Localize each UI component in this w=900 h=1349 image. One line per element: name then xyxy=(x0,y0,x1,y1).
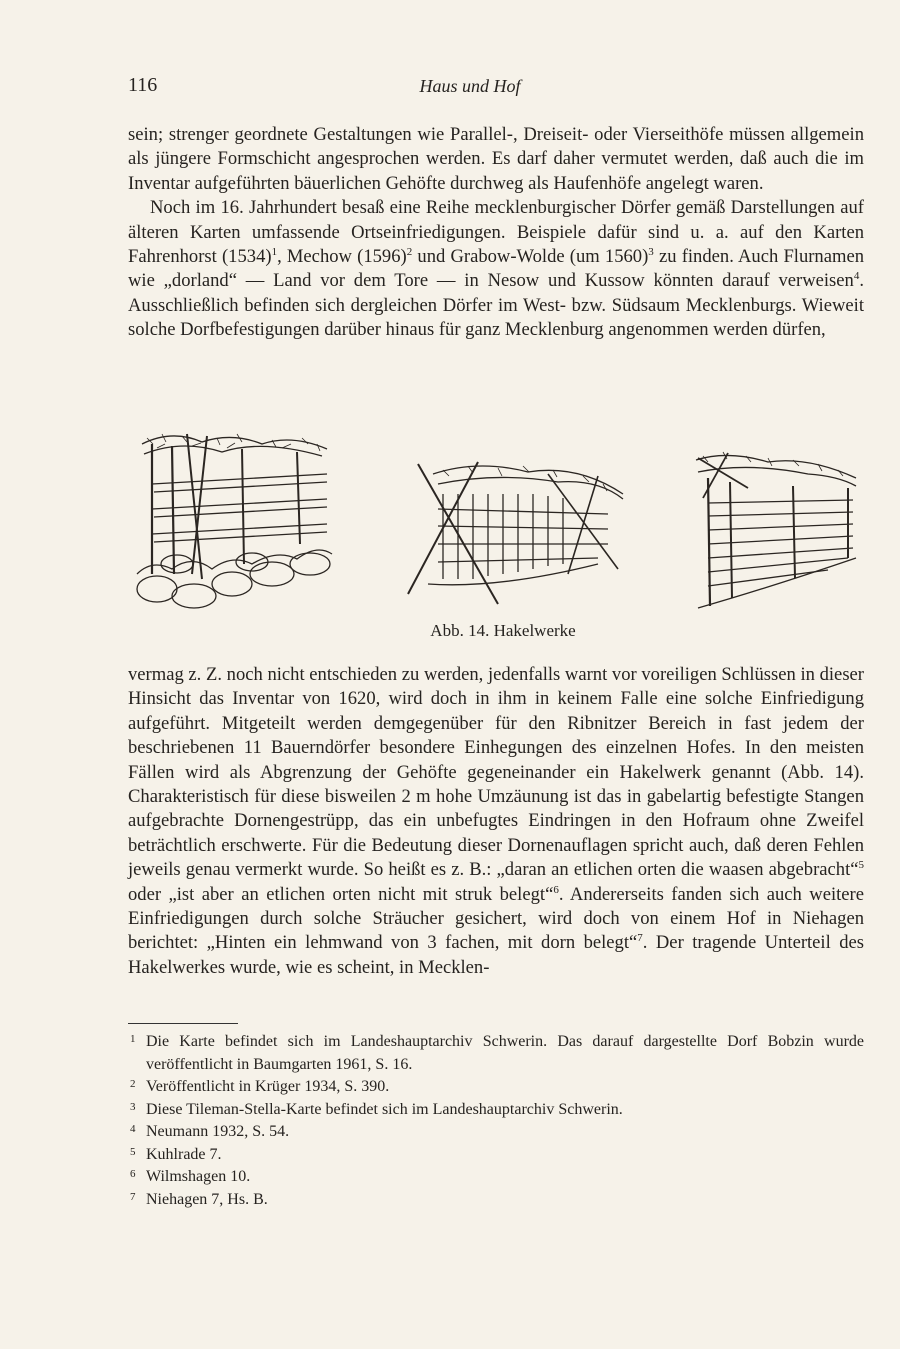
footnote-number: 3 xyxy=(130,1100,136,1113)
page-number: 116 xyxy=(128,74,158,96)
footnote-number: 1 xyxy=(130,1033,136,1045)
footnote-ref: 2 xyxy=(406,245,413,258)
body-text-bottom xyxy=(128,663,864,980)
fence-illustration-middle xyxy=(398,454,638,614)
running-head: Haus und Hof xyxy=(419,76,521,96)
footnote-text: Neumann 1932, S. 54. xyxy=(146,1123,290,1140)
figure-caption: Abb. 14. Hakelwerke xyxy=(430,621,576,640)
footnote-ref: 3 xyxy=(648,245,654,258)
footnote-rule xyxy=(128,1023,238,1024)
footnote-ref: 1 xyxy=(271,245,278,258)
footnote-text: Wilmshagen 10. xyxy=(146,1168,251,1185)
footnote-ref: 4 xyxy=(853,270,860,283)
footnote-ref: 7 xyxy=(637,932,643,945)
paragraph: sein; strenger geordnete Gestaltungen wie Parallel-, Dreiseit- oder Vierseithöfe müssen allgemein als jüngere Formschicht angesprochen werden. Es darf daher vermutet werden, daß auch die im Inventar aufgeführten bäuerlichen Gehöfte durchweg als Haufenhöfe angelegt waren. xyxy=(128,124,864,194)
footnote xyxy=(128,1099,864,1122)
footnote-text: Kuhlrade 7. xyxy=(146,1145,222,1163)
footnotes xyxy=(128,1031,864,1211)
footnote xyxy=(128,1166,864,1189)
footnote-number: 2 xyxy=(130,1078,136,1090)
footnote-number: 4 xyxy=(130,1123,136,1135)
body-text-top xyxy=(128,123,864,343)
fence-illustration-left xyxy=(132,424,342,614)
fence-illustration-right xyxy=(688,448,863,613)
paragraph: Noch im 16. Jahrhundert besaß eine Reihe mecklenburgischer Dörfer gemäß Darstellungen auf älteren Karten umfassende Ortseinfriedigungen. Beispiele dafür sind u. a. auf den Karten Fahrenhorst $(1534)^1$, Mechow $(1596)^2$ und Grabow-Wolde (um 1560)$^3$ zu finden. Auch Flurnamen wie „dorland“ — Land vor dem Tore — in Nesow und Kussow könnten darauf verweisen$^4$. Ausschließlich befinden sich dergleichen Dörfer im West- bzw. Südsaum Mecklenburgs. Wieweit solche Dorfbefestigungen darüber hinaus für ganz Mecklenburg angenommen werden dürfen, xyxy=(128,197,864,341)
footnote-number: 7 xyxy=(130,1190,136,1203)
footnote xyxy=(128,1121,864,1144)
footnote-text: Die Karte befindet sich im Landeshauptarchiv Schwerin. Das darauf dargestellte Dorf Bobzin wurde veröffentlicht in Baumgarten 1961, S. 16. xyxy=(146,1033,864,1073)
paragraph: vermag z. Z. noch nicht entschieden zu werden, jedenfalls warnt vor voreiligen Schlüssen in dieser Hinsicht das Inventar von 1620, wird doch in ihm in keinem Falle eine solche Einfriedigung aufgeführt. Mitgeteilt werden demgegenüber für den Ribnitzer Bereich in fast jedem der beschriebenen 11 Bauerndörfer besondere Einhegungen des einzelnen Hofes. In den meisten Fällen wird als Abgrenzung der Gehöfte gegeneinander ein Hakelwerk genannt (Abb. 14). Charakteristisch für diese bisweilen 2 m hohe Umzäunung ist das in gabelartig befestigte Stangen aufgebrachte Dornengestrüpp, das ein unbefugtes Eindringen in den Hofraum ohne Zweifel beträchtlich erschwerte. Für die Bedeutung dieser Dornenauflagen spricht auch, daß deren Fehlen jeweils genau vermerkt wurde. So heißt es z. B.: „daran an etlichen orten die waasen abgebracht“$^5$ oder „ist aber an etlichen orten nicht mit struk belegt“$^6$. Andererseits fanden sich auch weitere Einfriedigungen durch solche Sträucher gesichert, wird doch von einem Hof in Niehagen berichtet: „Hinten ein lehmwand von 3 fachen, mit dorn belegt“$^7$. Der tragende Unterteil des Hakelwerkes wurde, wie es scheint, in Mecklen- xyxy=(128,664,865,978)
footnote-ref: 6 xyxy=(553,883,559,896)
footnote xyxy=(128,1031,864,1076)
footnote-number: 5 xyxy=(130,1145,136,1158)
footnote-ref: 5 xyxy=(858,859,864,872)
footnote xyxy=(128,1076,864,1099)
footnote-number: 6 xyxy=(130,1168,136,1180)
footnote-text: Niehagen 7, Hs. B. xyxy=(146,1190,268,1208)
footnote xyxy=(128,1189,864,1212)
footnote-text: Veröffentlicht in Krüger 1934, S. 390. xyxy=(146,1078,390,1095)
footnote-text: Diese Tileman-Stella-Karte befindet sich im Landeshauptarchiv Schwerin. xyxy=(146,1100,623,1118)
footnote xyxy=(128,1144,864,1167)
figure-hakelwerke xyxy=(128,418,864,618)
